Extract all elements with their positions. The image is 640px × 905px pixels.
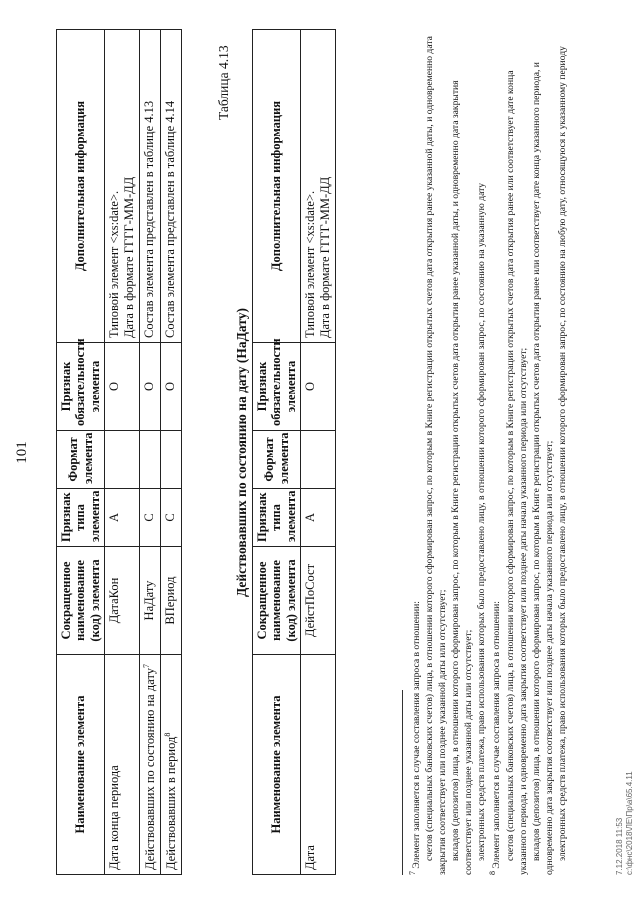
cell-format	[161, 431, 182, 489]
header-format: Формат элемента	[57, 431, 105, 489]
cell-code: ДейстПоСост	[301, 547, 336, 655]
footnote-8-item: вкладов (депозитов) лица, в отношении которого сформирован запрос, по которым в Книге регистрации открытых счетов дата открытия ранее или соответствует дате конца указанного периода, и одновременно дата закрытия соответствует или позднее даты начала указанного периода или отсутствует;	[530, 62, 555, 875]
cell-name: Дата конца периода	[105, 655, 140, 875]
page-number: 101	[14, 441, 30, 464]
header-type: Признак типа элемента	[57, 489, 105, 547]
cell-required: О	[161, 343, 182, 431]
cell-type: А	[105, 489, 140, 547]
footnote-ref: 8	[163, 732, 173, 737]
footnote-ref: 7	[142, 664, 152, 668]
cell-name: Действовавших по состоянию на дату$^7$	[140, 655, 161, 875]
cell-name: Дата	[301, 655, 336, 875]
file-stamp: 7.12.2018 11:53 c:\фнс\2018\ЛЕ\Пр\а\65.4.11	[615, 771, 635, 875]
table-number-label: Таблица 4.13	[216, 45, 231, 120]
header-info: Дополнительная информация	[253, 30, 301, 343]
table-header-row	[57, 30, 105, 875]
header-required: Признак обязательности элемента	[57, 343, 105, 431]
header-code: Сокращенное наименование (код) элемента	[57, 547, 105, 655]
cell-code: НаДату	[140, 547, 161, 655]
table-elements	[56, 29, 182, 875]
header-type: Признак типа элемента	[253, 489, 301, 547]
cell-required: О	[140, 343, 161, 431]
footnote-7-item: счетов (специальных банковских счетов) лица, в отношении которого сформирован запрос, по которым в Книге регистрации открытых счетов дата открытия ранее указанной даты, и одновременно дата закрытия соответствует или позднее указанной даты или отсутствует;	[424, 36, 449, 875]
cell-format	[301, 431, 336, 489]
cell-format	[105, 431, 140, 489]
cell-info: Типовой элемент <xs:date>. Дата в формате ГГГГ-ММ-ДД	[301, 30, 336, 343]
cell-code: ВПериод	[161, 547, 182, 655]
table-row	[140, 30, 161, 875]
cell-type: С	[161, 489, 182, 547]
cell-name: Действовавших в период$^8$	[161, 655, 182, 875]
header-required: Признак обязательности элемента	[253, 343, 301, 431]
footnote-8-item: счетов (специальных банковских счетов) лица, в отношении которого сформирован запрос, по которым в Книге регистрации открытых счетов дата открытия ранее или соответствует дате конца указанного периода, и одновременно дата закрытия соответствует или позднее даты начала указанного периода или отсутствует;	[504, 70, 529, 875]
header-name: Наименование элемента	[57, 655, 105, 875]
cell-info: Состав элемента представлен в таблице 4.14	[161, 30, 182, 343]
table-row	[301, 30, 336, 875]
header-name: Наименование элемента	[253, 655, 301, 875]
table-row	[161, 30, 182, 875]
footnote-7-item: электронных средств платежа, право использования которых было предоставлено лицу, в отношении которого сформирован запрос, по состоянию на указанную дату	[476, 183, 488, 861]
header-format: Формат элемента	[253, 431, 301, 489]
header-code: Сокращенное наименование (код) элемента	[253, 547, 301, 655]
table-row	[105, 30, 140, 875]
cell-required: О	[105, 343, 140, 431]
footnote-8-item: электронных средств платежа, право использования которых было предоставлено лицу, в отношении которого сформирован запрос, по состоянию на любую дату, относящуюся к указанному периоду	[556, 46, 568, 861]
header-info: Дополнительная информация	[57, 30, 105, 343]
footnotes	[408, 25, 569, 875]
table-title: Действовавших по состоянию на дату (НаДату)	[234, 307, 249, 598]
table-na-datu	[252, 29, 336, 875]
cell-type: С	[140, 489, 161, 547]
cell-required: О	[301, 343, 336, 431]
cell-type: А	[301, 489, 336, 547]
footnote-divider	[402, 690, 403, 875]
footnote-7-item: вкладов (депозитов) лица, в отношении которого сформирован запрос, по которым в Книге регистрации открытых счетов дата открытия ранее указанной даты, и одновременно дата закрытия соответствует или позднее указанной даты или отсутствует;	[450, 80, 475, 875]
table-header-row	[253, 30, 301, 875]
cell-code: ДатаКон	[105, 547, 140, 655]
footnote-8-intro: $^8$ Элемент заполняется в случае составления запроса в отношении:	[488, 601, 503, 875]
cell-info: Типовой элемент <xs:date>. Дата в формате ГГГГ-ММ-ДД	[105, 30, 140, 343]
cell-format	[140, 431, 161, 489]
footnote-7-intro: $^7$ Элемент заполняется в случае составления запроса в отношении:	[408, 601, 423, 875]
cell-info: Состав элемента представлен в таблице 4.13	[140, 30, 161, 343]
